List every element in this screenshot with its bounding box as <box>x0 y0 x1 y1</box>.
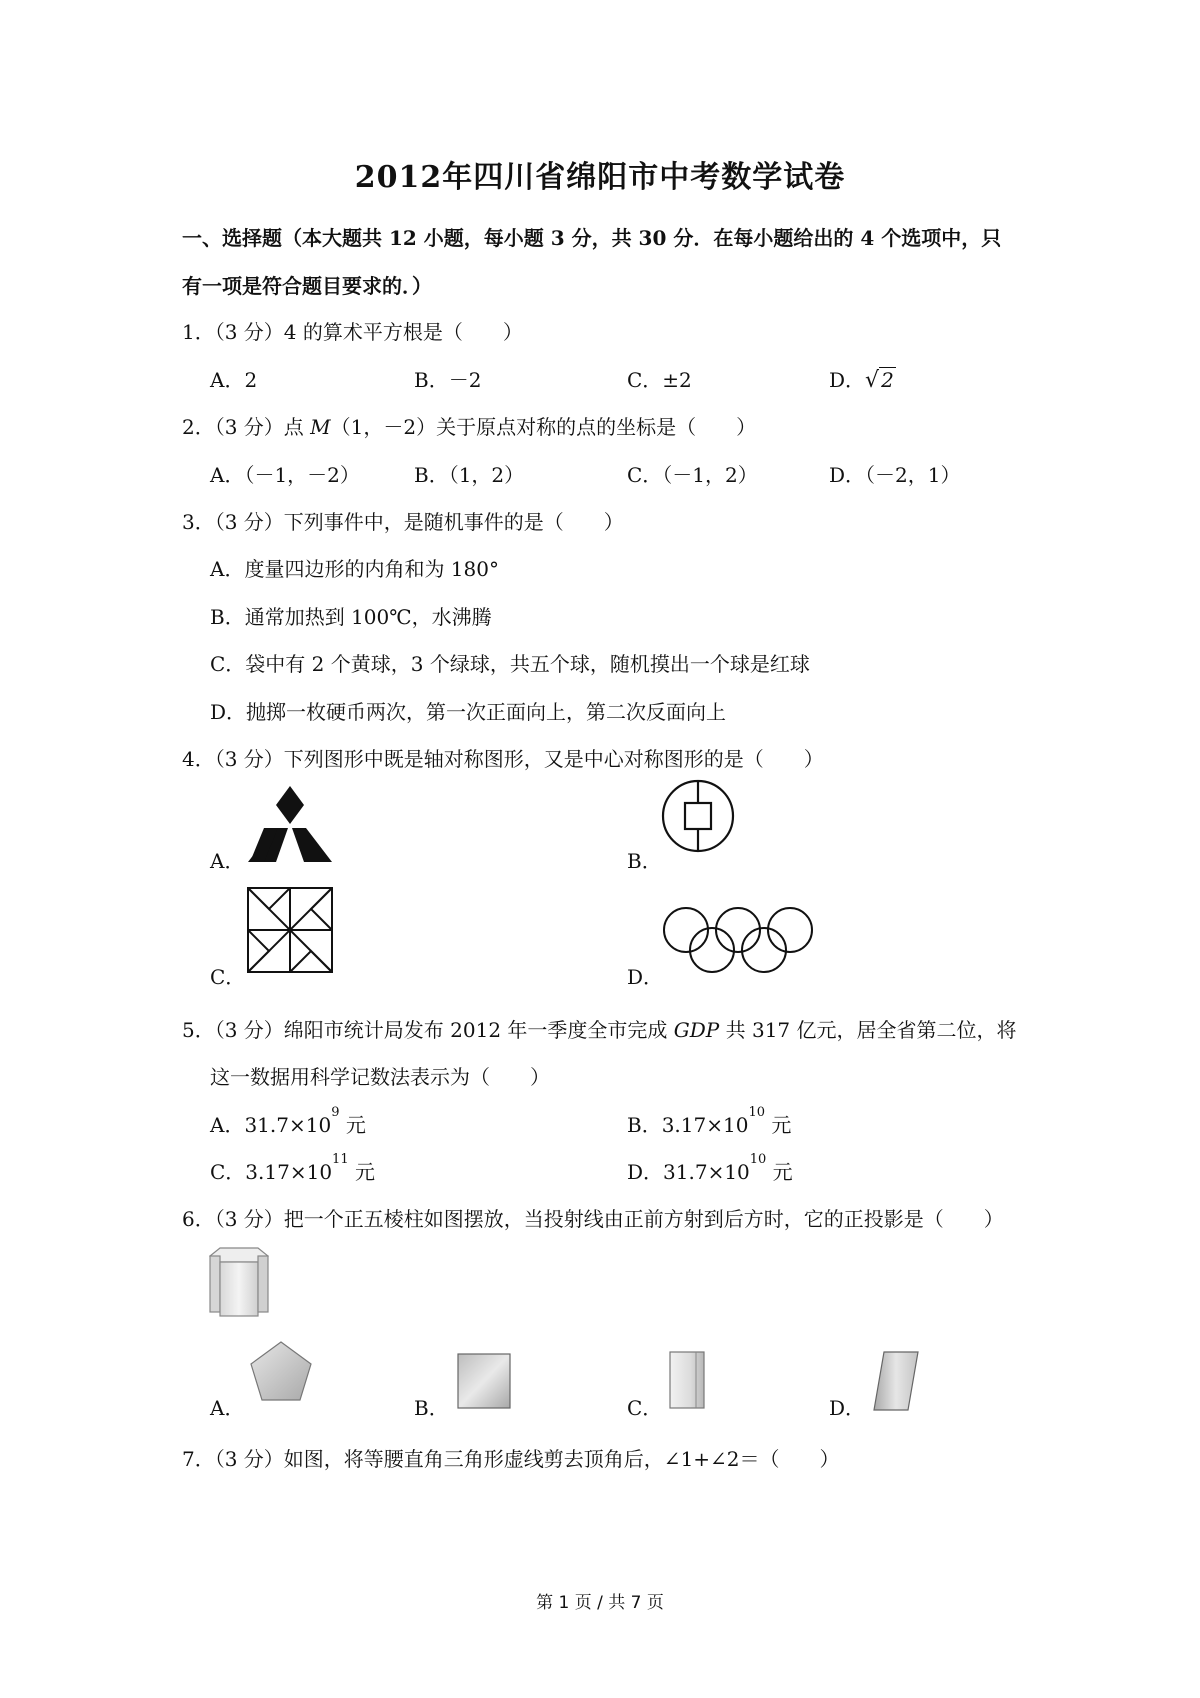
q5-c-exp: 11 <box>332 1152 349 1167</box>
question-4-stem: 4．（3 分）下列图形中既是轴对称图形，又是中心对称图形的是（ ） <box>182 747 824 771</box>
pentagonal-prism-icon <box>206 1246 272 1318</box>
page-footer: 第 1 页 / 共 7 页 <box>536 1593 664 1613</box>
q4-option-d-label: D． <box>627 965 664 989</box>
q5-gdp-term: GDP <box>673 1018 720 1042</box>
q1-option-d-radicand: 2 <box>881 368 894 392</box>
section-heading-line1: 一、选择题（本大题共 12 小题，每小题 3 分，共 30 分．在每小题给出的 4 个选项中，只 <box>182 226 1002 250</box>
q3-option-b: B．通常加热到 100℃，水沸腾 <box>210 605 492 629</box>
q5-b-unit: 元 <box>764 1113 792 1137</box>
q3-option-c: C．袋中有 2 个黄球，3 个绿球，共五个球，随机摸出一个球是红球 <box>210 652 810 676</box>
q5-d-unit: 元 <box>766 1160 793 1184</box>
question-7-stem: 7．（3 分）如图，将等腰直角三角形虚线剪去顶角后，∠1+∠2＝（ ） <box>182 1447 840 1471</box>
q1-option-b: B．－2 <box>414 368 482 392</box>
q5-option-d <box>627 1152 793 1185</box>
q5-a-exp: 9 <box>331 1105 340 1120</box>
question-6-stem: 6．（3 分）把一个正五棱柱如图摆放，当投射线由正前方射到后方时，它的正投影是（ ） <box>182 1207 1004 1231</box>
question-5-stem-line1 <box>182 1014 1017 1043</box>
q1-option-a: A．2 <box>210 368 258 392</box>
q3-option-d: D．抛掷一枚硬币两次，第一次正面向上，第二次反面向上 <box>210 700 727 724</box>
wide-rectangle-icon <box>456 1352 512 1410</box>
section-heading-line2: 有一项是符合题目要求的．） <box>182 274 432 298</box>
q4-option-a-label: A． <box>210 849 245 873</box>
q1-option-d <box>829 364 896 393</box>
pentagon-icon <box>248 1340 314 1402</box>
three-diamonds-icon <box>246 784 334 866</box>
q5-b-exp: 10 <box>748 1105 765 1120</box>
q5-a-base: A．31.7×10 <box>210 1113 332 1137</box>
question-3-stem: 3．（3 分）下列事件中，是随机事件的是（ ） <box>182 510 624 534</box>
sqrt-symbol-icon: √ <box>865 368 880 393</box>
q5-stem-suffix: 共 317 亿元，居全省第二位，将 <box>719 1018 1017 1042</box>
parallelogram-icon <box>872 1350 920 1412</box>
coin-square-hole-icon <box>660 778 736 854</box>
q2-point-name: M <box>310 415 331 439</box>
question-2-stem <box>182 411 756 440</box>
q5-b-base: B．3.17×10 <box>627 1113 749 1137</box>
q2-stem-suffix: （1，－2）关于原点对称的点的坐标是（ ） <box>330 415 757 439</box>
q2-option-d: D．（－2，1） <box>829 463 961 487</box>
question-5-stem-line2: 这一数据用科学记数法表示为（ ） <box>210 1065 550 1089</box>
q5-option-a <box>210 1105 366 1138</box>
q6-option-a-label: A． <box>210 1396 245 1420</box>
pinwheel-icon <box>246 886 334 974</box>
q2-option-b: B．（1，2） <box>414 463 525 487</box>
q6-option-b-label: B． <box>414 1396 449 1420</box>
q4-option-b-label: B． <box>627 849 662 873</box>
q2-stem-prefix: 2．（3 分）点 <box>182 415 311 439</box>
question-1-stem: 1．（3 分）4 的算术平方根是（ ） <box>182 320 523 344</box>
q1-option-d-label: D． <box>829 368 866 392</box>
q6-option-c-label: C． <box>627 1396 663 1420</box>
q5-d-exp: 10 <box>749 1152 767 1167</box>
q5-stem-prefix: 5．（3 分）绵阳市统计局发布 2012 年一季度全市完成 <box>182 1018 674 1042</box>
q5-c-base: C．3.17×10 <box>210 1160 333 1184</box>
q3-option-a: A．度量四边形的内角和为 180° <box>210 557 499 581</box>
q5-a-unit: 元 <box>339 1113 366 1137</box>
q5-option-b <box>627 1105 792 1138</box>
page-title: 2012年四川省绵阳市中考数学试卷 <box>354 160 846 195</box>
q4-option-c-label: C． <box>210 965 246 989</box>
olympic-rings-icon <box>660 906 818 976</box>
q6-option-d-label: D． <box>829 1396 866 1420</box>
q5-c-unit: 元 <box>348 1160 375 1184</box>
q2-option-a: A．（－1，－2） <box>210 463 360 487</box>
q5-option-c <box>210 1152 375 1185</box>
q5-d-base: D．31.7×10 <box>627 1160 750 1184</box>
narrow-rectangle-icon <box>668 1350 708 1410</box>
q2-option-c: C．（－1，2） <box>627 463 758 487</box>
q1-option-c: C．±2 <box>627 368 692 392</box>
